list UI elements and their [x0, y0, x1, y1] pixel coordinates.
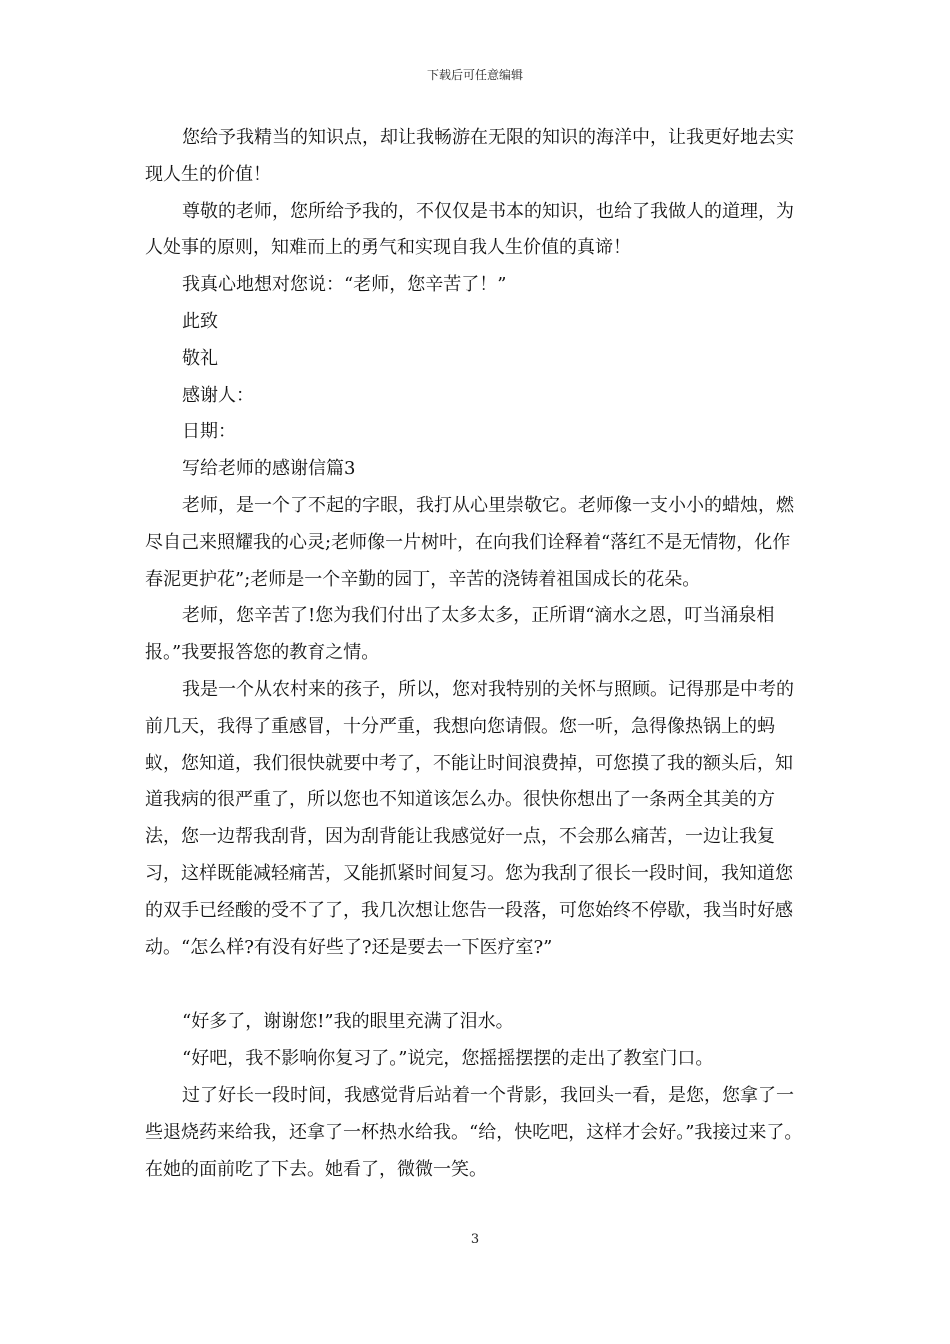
page-header: 下载后可任意编辑 — [426, 68, 523, 82]
paragraph: 过了好长一段时间，我感觉背后站着一个背影，我回头一看，是您，您拿了一些退烧药来给我，还拿了一杯热水给我。“给，快吃吧，这样才会好。”我接过来了。在她的面前吃了下去。她看了，微微一笑。 — [145, 1084, 803, 1180]
page-number: 3 — [470, 1232, 480, 1247]
closing-regards: 敬礼 — [182, 347, 218, 369]
paragraph: 老师，您辛苦了!您为我们付出了太多太多，正所谓“滴水之恩，叮当涌泉相报。”我要报答您的教育之情。 — [145, 605, 775, 664]
section-title: 写给老师的感谢信篇3 — [182, 458, 356, 480]
paragraph: 我是一个从农村来的孩子，所以，您对我特别的关怀与照顾。记得那是中考的前几天，我得了重感冒，十分严重，我想向您请假。您一听，急得像热锅上的蚂蚁，您知道，我们很快就要中考了，不能让时间浪费掉，可您摸了我的额头后，知道我病的很严重了，所以您也不知道该怎么办。很快你想出了一条两全其美的方法，您一边帮我刮背，因为刮背能让我感觉好一点，不会那么痛苦，一边让我复习，这样既能减轻痛苦，又能抓紧时间复习。您为我刮了很长一段时间，我知道您的双手已经酸的受不了了，我几次想让您告一段落，可您始终不停歇，我当时好感动。“怎么样?有没有好些了?还是要去一下医疗室?” — [145, 678, 794, 958]
letter-body — [145, 120, 805, 1188]
paragraph: “好吧，我不影响你复习了。”说完，您摇摇摆摆的走出了教室门口。 — [182, 1048, 714, 1070]
paragraph: 老师，是一个了不起的字眼，我打从心里崇敬它。老师像一支小小的蜡烛，燃尽自己来照耀我的心灵;老师像一片树叶，在向我们诠释着“落红不是无情物，化作春泥更护花”;老师是一个辛勤的园丁，辛苦的浇铸着祖国成长的花朵。 — [145, 494, 794, 590]
signature-line: 感谢人： — [182, 384, 254, 406]
closing-salutation: 此致 — [182, 310, 218, 332]
paragraph: 尊敬的老师，您所给予我的，不仅仅是书本的知识，也给了我做人的道理，为人处事的原则，知难而上的勇气和实现自我人生价值的真谛！ — [145, 200, 794, 259]
date-line: 日期： — [182, 421, 236, 443]
paragraph: 您给予我精当的知识点，却让我畅游在无限的知识的海洋中，让我更好地去实现人生的价值！ — [145, 127, 794, 185]
paragraph: 我真心地想对您说：“老师，您辛苦了！” — [182, 274, 507, 296]
paragraph: “好多了，谢谢您!”我的眼里充满了泪水。 — [182, 1011, 514, 1033]
